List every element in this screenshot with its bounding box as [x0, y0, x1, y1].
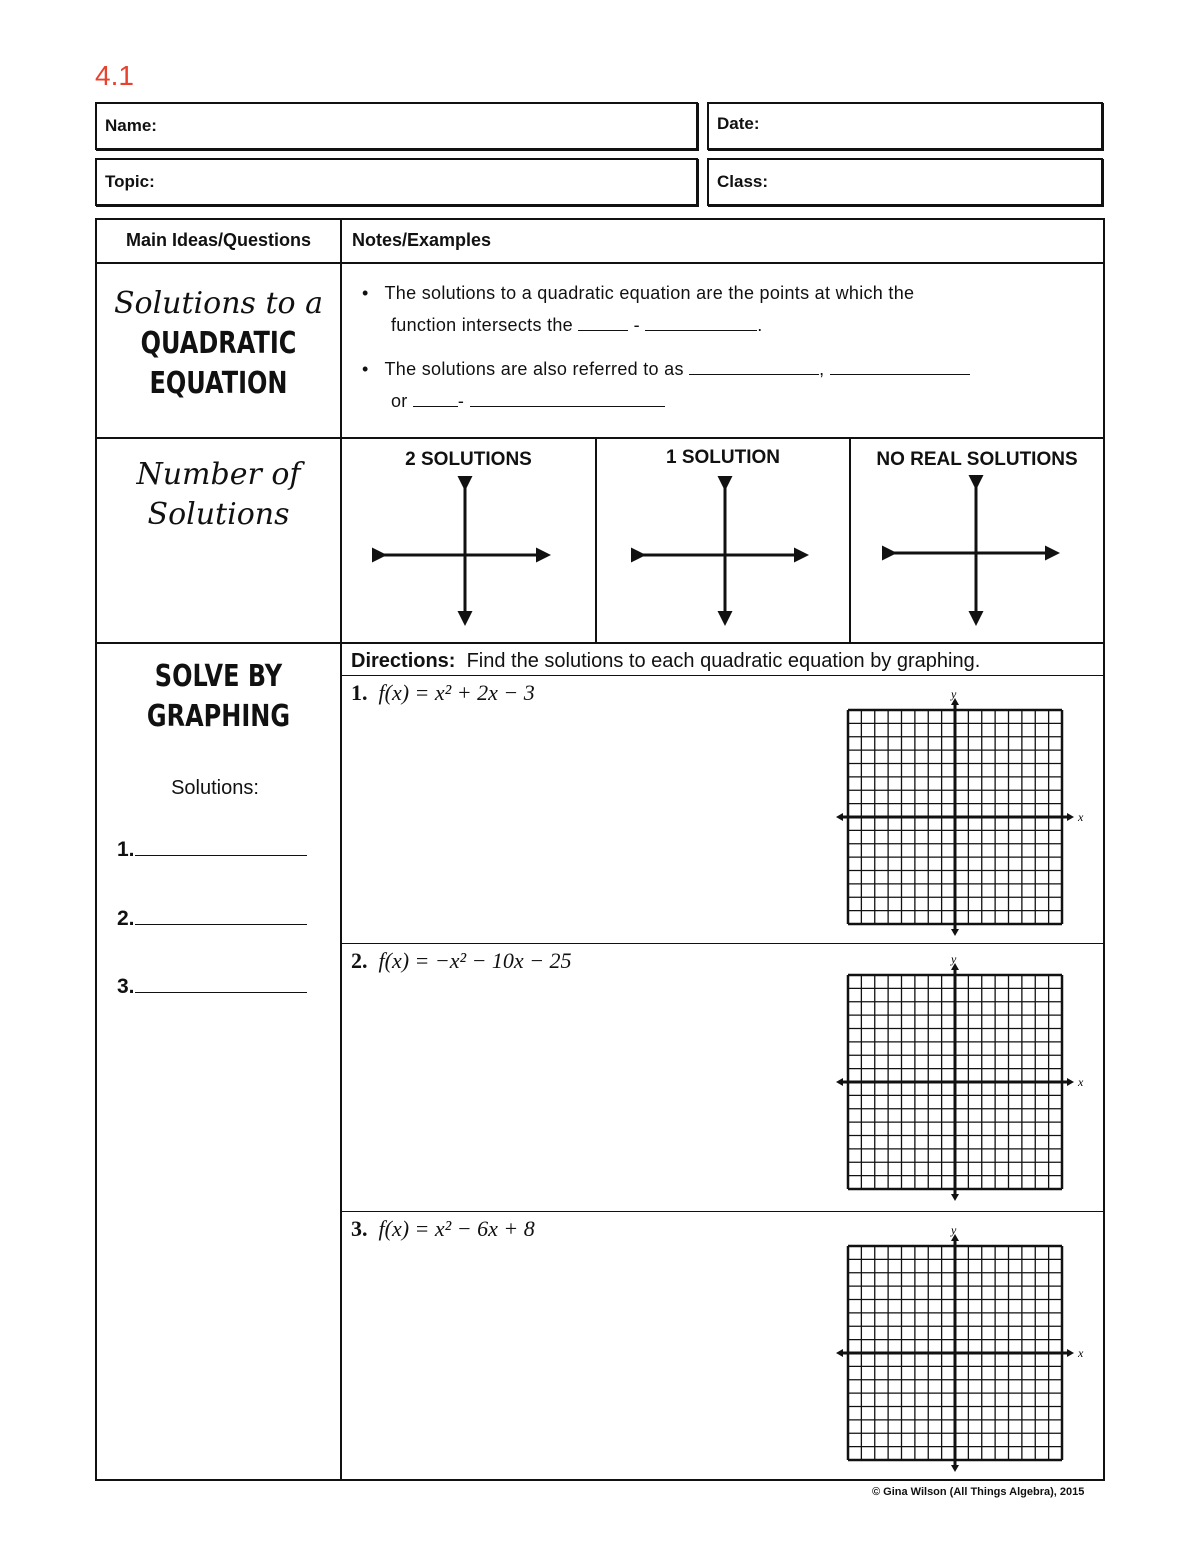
directions-label: Directions: [351, 650, 456, 672]
col2-header: Notes/Examples [352, 230, 492, 250]
divider [95, 262, 1105, 264]
blank[interactable] [470, 390, 665, 407]
problem-1 [351, 680, 535, 706]
y-axis-label: y [951, 688, 957, 701]
sep: - [457, 391, 465, 411]
bullet-2-text: The solutions are also referred to as [384, 359, 684, 379]
problem-2 [351, 948, 572, 974]
row1-title [97, 284, 340, 404]
title-block-2: EQUATION [149, 366, 288, 401]
col-1-solution: 1 SOLUTION [665, 447, 780, 468]
bullet-1-text-b: function intersects the [391, 315, 573, 335]
coordinate-grid[interactable] [835, 688, 1090, 953]
problem-num: 1. [351, 680, 368, 705]
row3-title [97, 657, 340, 737]
period: . [757, 315, 763, 335]
y-axis-label: y [951, 1224, 957, 1237]
y-axis-arrow-down [951, 929, 959, 936]
x-axis-arrow-right [1067, 1078, 1074, 1086]
answer-3[interactable] [117, 975, 307, 999]
axes-sketches [342, 438, 1105, 643]
class-field[interactable] [707, 158, 1103, 206]
answer-1[interactable] [117, 838, 307, 862]
x-axis-arrow-left [836, 813, 843, 821]
col1-header: Main Ideas/Questions [125, 230, 312, 250]
divider [340, 218, 342, 1481]
copyright-footer: © Gina Wilson (All Things Algebra), 2015 [872, 1486, 1085, 1498]
blank[interactable] [689, 358, 819, 375]
comma: , [819, 359, 825, 379]
date-field[interactable] [707, 102, 1103, 150]
x-axis-arrow-right [1067, 813, 1074, 821]
coordinate-grid[interactable] [835, 953, 1090, 1218]
y-axis-arrow-down [951, 1465, 959, 1472]
y-axis-arrow-down [951, 1194, 959, 1201]
blank[interactable] [578, 314, 628, 331]
problem-num: 2. [351, 948, 368, 973]
x-axis-label: x [1078, 810, 1084, 824]
title-block-1: QUADRATIC [140, 326, 297, 361]
col-no-real-solutions: NO REAL SOLUTIONS [876, 449, 1078, 470]
answer-blank[interactable] [135, 976, 307, 993]
directions [351, 650, 980, 673]
answer-2[interactable] [117, 907, 307, 931]
title-graphing: GRAPHING [146, 699, 291, 734]
title-script: Solutions to a [113, 286, 324, 321]
solutions-label: Solutions: [171, 777, 259, 799]
col-2-solutions: 2 SOLUTIONS [405, 449, 532, 470]
coordinate-grid[interactable] [835, 1224, 1090, 1489]
title-solve-by: SOLVE BY [154, 659, 283, 694]
name-label: Name: [105, 116, 157, 135]
problem-num: 3. [351, 1216, 368, 1241]
title-line-2: Solutions [147, 497, 290, 532]
bullet-1-cont [362, 309, 1092, 341]
sep: - [633, 315, 640, 335]
bullet-2-cont [362, 385, 1092, 417]
y-axis-label: y [951, 953, 957, 966]
problem-equation: f(x) = −x² − 10x − 25 [378, 948, 572, 973]
answer-label: 2. [117, 907, 135, 930]
divider [341, 675, 1105, 676]
class-label: Class: [717, 172, 769, 191]
answer-label: 3. [117, 975, 135, 998]
name-field[interactable] [95, 102, 698, 150]
x-axis-arrow-left [836, 1349, 843, 1357]
answer-label: 1. [117, 838, 135, 861]
topic-label: Topic: [105, 172, 155, 191]
blank[interactable] [830, 358, 970, 375]
x-axis-arrow-right [1067, 1349, 1074, 1357]
answer-blank[interactable] [135, 839, 307, 856]
problem-3 [351, 1216, 535, 1242]
problem-equation: f(x) = x² − 6x + 8 [378, 1216, 535, 1241]
x-axis-arrow-left [836, 1078, 843, 1086]
date-label: Date: [717, 114, 760, 133]
blank[interactable] [645, 314, 757, 331]
blank[interactable] [413, 390, 458, 407]
row2-title [97, 455, 340, 535]
x-axis-label: x [1078, 1346, 1084, 1360]
bullet-1: • The solutions to a quadratic equation are the points at which the [362, 283, 915, 303]
section-number: 4.1 [95, 60, 134, 91]
answer-blank[interactable] [135, 908, 307, 925]
bullet-1-text: The solutions to a quadratic equation are the points at which the [384, 283, 915, 303]
or-text: or [391, 391, 408, 411]
x-axis-label: x [1078, 1075, 1084, 1089]
bullet-2: • The solutions are also referred to as , [362, 353, 1092, 385]
title-line-1: Number of [136, 457, 301, 492]
topic-field[interactable] [95, 158, 698, 206]
notes-bullets [362, 277, 1092, 417]
problem-equation: f(x) = x² + 2x − 3 [378, 680, 535, 705]
directions-text: Find the solutions to each quadratic equation by graphing. [466, 650, 981, 672]
